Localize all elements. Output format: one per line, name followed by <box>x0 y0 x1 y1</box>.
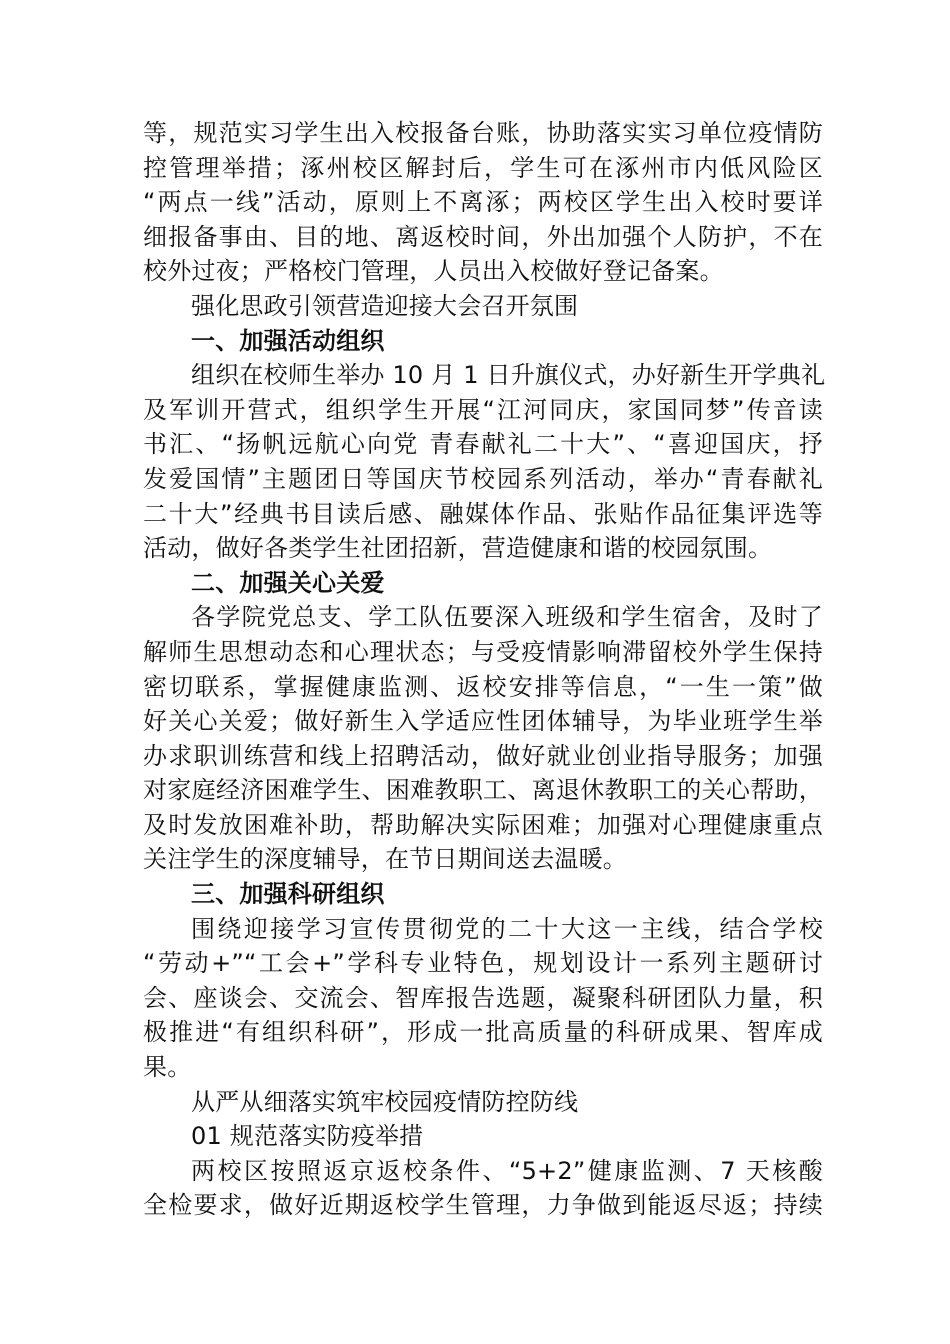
document-page <box>143 116 826 1223</box>
paragraph-line: 及军训开营式，组织学生开展“江河同庆，家国同梦”传音读 <box>143 395 823 424</box>
paragraph-line: 校外过夜；严格校门管理，人员出入校做好登记备案。 <box>143 257 724 286</box>
paragraph-line: “两点一线”活动，原则上不离涿；两校区学生出入校时要详 <box>143 188 823 217</box>
section-heading: 一、加强活动组织 <box>191 326 385 355</box>
paragraph-line: 发爱国情”主题团日等国庆节校园系列活动，举办“青春献礼 <box>143 464 823 493</box>
paragraph-line: 等，规范实习学生出入校报备台账，协助落实实习单位疫情防 <box>143 119 823 147</box>
paragraph-line: 好关心关爱；做好新生入学适应性团体辅导，为毕业班学生举 <box>143 707 823 736</box>
paragraph-line: 控管理举措；涿州校区解封后，学生可在涿州市内低风险区 <box>143 153 823 182</box>
paragraph-line: 解师生思想动态和心理状态；与受疫情影响滞留校外学生保持 <box>143 637 823 666</box>
paragraph-line: 密切联系，掌握健康监测、返校安排等信息，“一生一策”做 <box>143 672 823 701</box>
subtitle-line: 强化思政引领营造迎接大会召开氛围 <box>191 291 579 320</box>
paragraph-line: 对家庭经济困难学生、困难教职工、离退休教职工的关心帮助， <box>143 776 823 805</box>
paragraph-line: “劳动+”“工会+”学科专业特色，规划设计一系列主题研讨 <box>143 949 823 978</box>
section-heading: 三、加强科研组织 <box>191 880 385 909</box>
paragraph-line: 各学院党总支、学工队伍要深入班级和学生宿舍，及时了 <box>191 603 823 632</box>
subtitle-line: 01 规范落实防疫举措 <box>191 1122 424 1151</box>
paragraph-line: 极推进“有组织科研”，形成一批高质量的科研成果、智库成 <box>143 1018 823 1047</box>
paragraph-line: 及时发放困难补助，帮助解决实际困难；加强对心理健康重点 <box>143 810 823 839</box>
paragraph-line: 二十大”经典书目读后感、融媒体作品、张贴作品征集评选等 <box>143 499 823 528</box>
paragraph-line: 全检要求，做好近期返校学生管理，力争做到能返尽返；持续 <box>143 1191 823 1220</box>
paragraph-line: 关注学生的深度辅导，在节日期间送去温暖。 <box>143 845 627 874</box>
paragraph-line: 果。 <box>143 1053 192 1082</box>
paragraph-line: 活动，做好各类学生社团招新，营造健康和谐的校园氛围。 <box>143 534 773 563</box>
subtitle-line: 从严从细落实筑牢校园疫情防控防线 <box>191 1087 579 1116</box>
paragraph-line: 会、座谈会、交流会、智库报告选题，凝聚科研团队力量，积 <box>143 983 823 1012</box>
paragraph-line: 围绕迎接学习宣传贯彻党的二十大这一主线，结合学校 <box>191 914 823 943</box>
paragraph-line: 书汇、“扬帆远航心向党 青春献礼二十大”、“喜迎国庆，抒 <box>143 430 823 459</box>
section-heading: 二、加强关心关爱 <box>191 568 385 597</box>
paragraph-line: 组织在校师生举办 10 月 1 日升旗仪式，办好新生开学典礼 <box>191 361 826 390</box>
paragraph-line: 两校区按照返京返校条件、“5+2”健康监测、7 天核酸 <box>191 1156 823 1185</box>
paragraph-line: 办求职训练营和线上招聘活动，做好就业创业指导服务；加强 <box>143 741 823 770</box>
paragraph-line: 细报备事由、目的地、离返校时间，外出加强个人防护，不在 <box>143 222 823 251</box>
